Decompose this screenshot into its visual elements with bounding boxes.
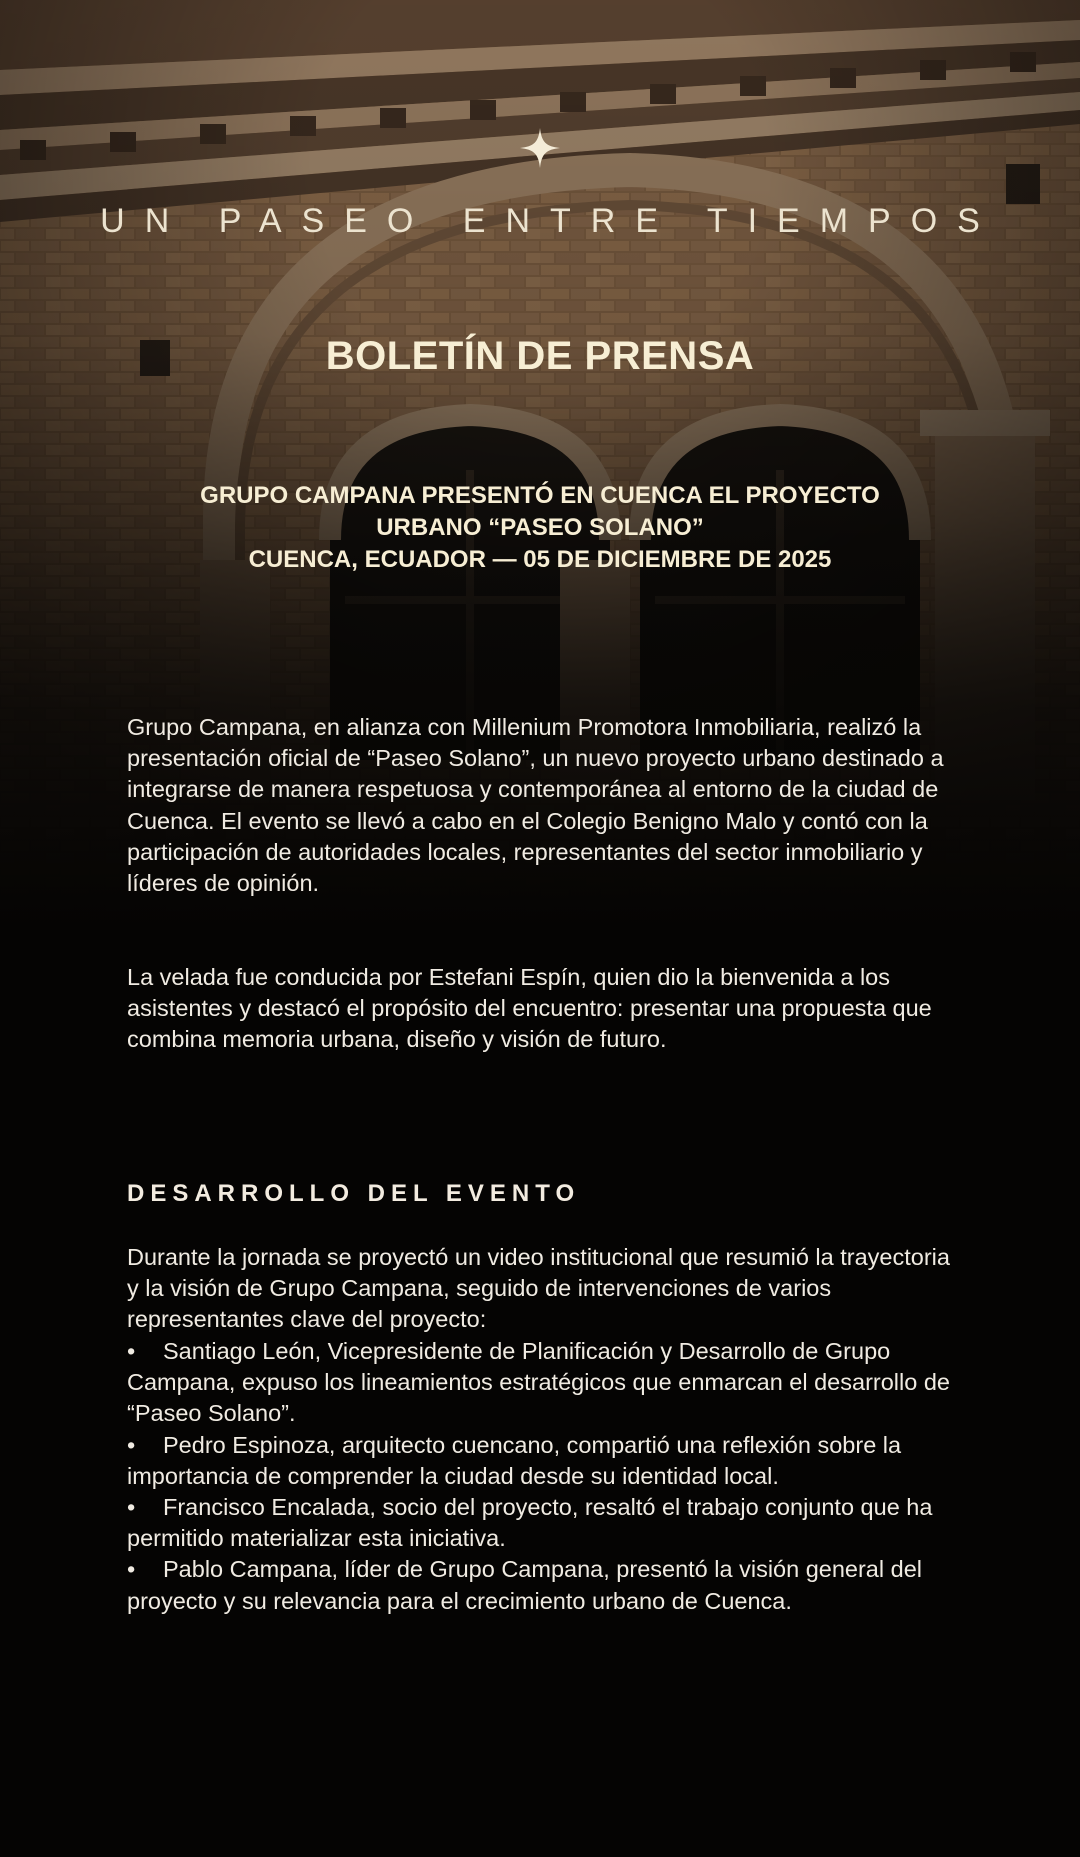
bullet: • bbox=[127, 1338, 136, 1364]
intro-paragraph-2-text: La velada fue conducida por Estefani Espín, quien dio la bienvenida a los asistentes y destacó el propósito del encuentro: presentar una propuesta que combina memoria urbana, diseño y visión de futuro. bbox=[127, 964, 932, 1053]
headline bbox=[100, 480, 980, 576]
speaker-text: Pedro Espinoza, arquitecto cuencano, compartió una reflexión sobre la importancia de comprender la ciudad desde su identidad local. bbox=[127, 1431, 902, 1489]
headline-line-2: URBANO “PASEO SOLANO” bbox=[376, 514, 704, 541]
list-item bbox=[127, 1492, 957, 1554]
speaker-text: Pablo Campana, líder de Grupo Campana, presentó la visión general del proyecto y su relevancia para el crecimiento urbano de Cuenca. bbox=[127, 1556, 922, 1614]
development-intro bbox=[127, 1242, 957, 1336]
four-point-star-icon bbox=[520, 128, 560, 168]
tagline: UN PASEO ENTRE TIEMPOS bbox=[100, 202, 1000, 240]
bullet: • bbox=[127, 1494, 136, 1521]
list-item bbox=[127, 1554, 957, 1616]
intro-paragraph-2 bbox=[127, 962, 957, 1056]
speakers-list bbox=[127, 1336, 957, 1617]
speaker-text: Santiago León, Vicepresidente de Planificación y Desarrollo de Grupo Campana, expuso los lineamientos estratégicos que enmarcan el desarrollo de “Paseo Solano”. bbox=[127, 1338, 950, 1427]
list-item bbox=[127, 1336, 957, 1430]
intro-paragraph-1-text: Grupo Campana, en alianza con Millenium Promotora Inmobiliaria, realizó la presentación oficial de “Paseo Solano”, un nuevo proyecto urbano destinado a integrarse de manera respetuosa y contemporánea al entorno de la ciudad de Cuenca. El evento se llevó a cabo en el Colegio Benigno Malo y contó con la participación de autoridades locales, representantes del sector inmobiliario y líderes de opinión. bbox=[127, 714, 944, 897]
section-heading: DESARROLLO DEL EVENTO bbox=[127, 1180, 581, 1207]
page-title: BOLETÍN DE PRENSA bbox=[325, 334, 755, 378]
development-intro-text: Durante la jornada se proyectó un video institucional que resumió la trayectoria y la visión de Grupo Campana, seguido de intervenciones de varios representantes clave del proyecto: bbox=[127, 1244, 950, 1333]
headline-line-1: GRUPO CAMPANA PRESENTÓ EN CUENCA EL PROYECTO bbox=[200, 482, 880, 509]
speaker-text: Francisco Encalada, socio del proyecto, resaltó el trabajo conjunto que ha permitido materializar esta iniciativa. bbox=[127, 1494, 933, 1552]
intro-paragraph-1 bbox=[127, 712, 957, 899]
bullet: • bbox=[127, 1431, 136, 1458]
headline-dateline: CUENCA, ECUADOR — 05 DE DICIEMBRE DE 2025 bbox=[248, 546, 832, 573]
list-item bbox=[127, 1430, 957, 1492]
bullet: • bbox=[127, 1556, 136, 1583]
